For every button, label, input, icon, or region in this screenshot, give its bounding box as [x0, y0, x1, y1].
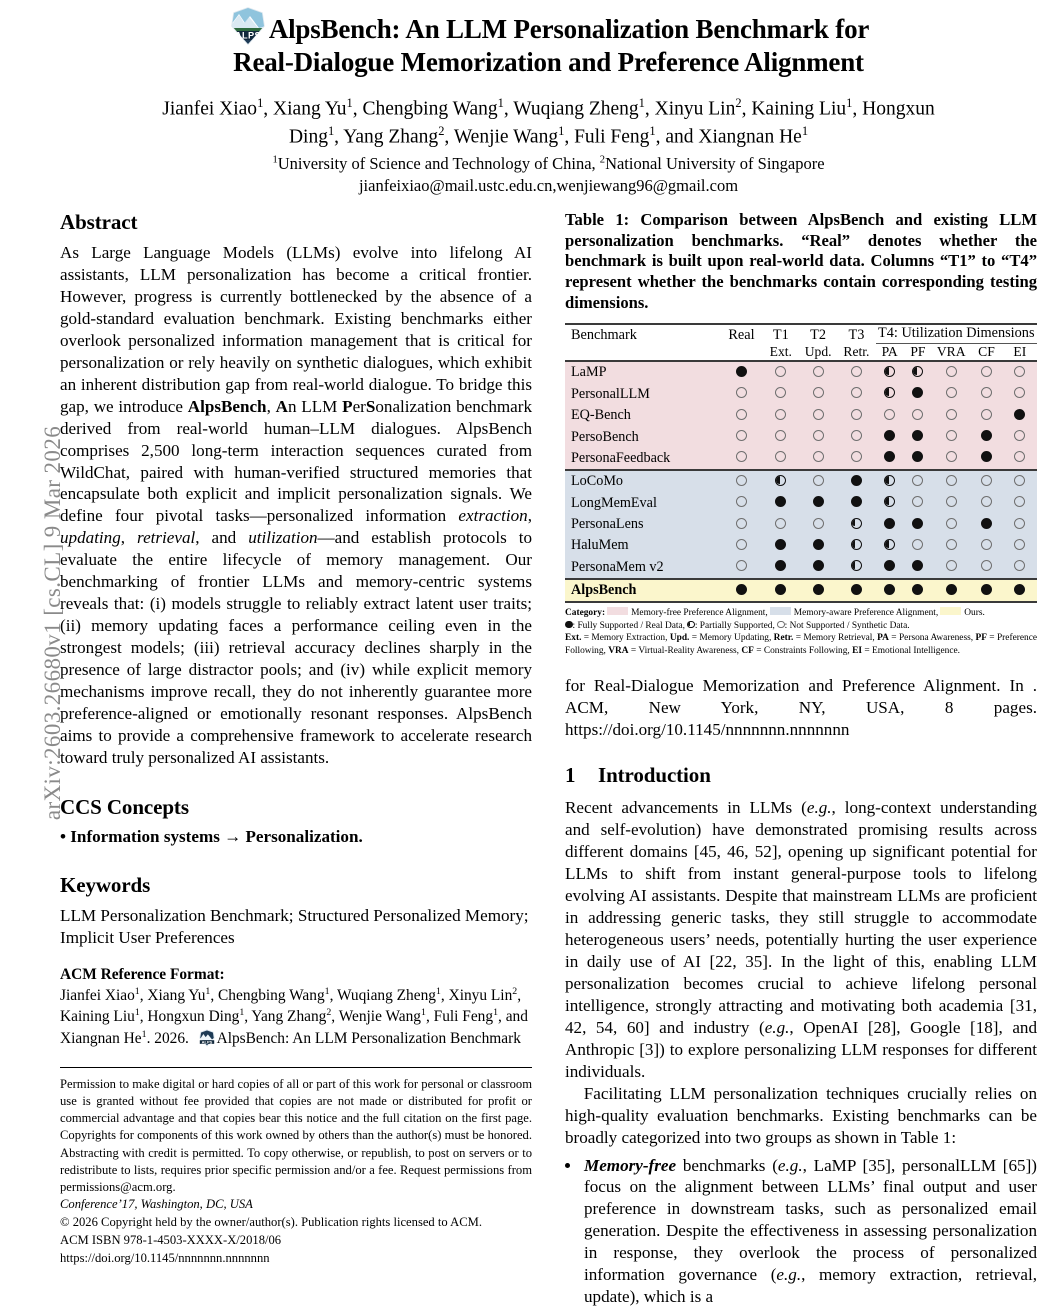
full-circle-icon — [912, 387, 923, 398]
support-cell — [876, 361, 904, 383]
support-cell — [876, 535, 904, 556]
full-circle-icon — [884, 451, 895, 462]
empty-circle-icon — [946, 560, 957, 571]
empty-circle-icon — [981, 366, 992, 377]
left-column — [60, 210, 532, 1268]
support-cell — [932, 426, 970, 447]
author-line-1: Jianfei Xiao$^1$, Xiang Yu$^1$, Chengbing Wang$^1$, Wuqiang Zheng$^1$, Xinyu Lin$^2$, Kaining Liu$^1$, Hongxun — [162, 95, 935, 120]
table-row — [565, 557, 1037, 579]
empty-circle-icon — [946, 451, 957, 462]
table-note-abbrev: Ext. = Memory Extraction, Upd. = Memory Updating, Retr. = Memory Retrieval, PA = Persona Awareness, PF = Preference Following, VRA = Virtual-Reality Awareness, CF = Constraints Following, EI = Emotional Intelligence. — [565, 633, 1037, 656]
acm-reference-heading: ACM Reference Format: — [60, 965, 225, 983]
support-cell — [904, 557, 932, 579]
support-cell — [799, 579, 837, 602]
support-cell — [876, 493, 904, 514]
full-circle-icon — [912, 451, 923, 462]
list-item: • Memory-free benchmarks (e.g., LaMP [35], personalLLM [65]) focus on the alignment between LLMs’ final output and user preference in downstream tasks, such as personalized email generation. Despite the effectiveness in assessing personalization in response, they overlook the process of personalized information governance (e.g., memory extraction, retrieval, update), which is a — [582, 1155, 1037, 1308]
support-cell — [876, 405, 904, 426]
support-cell — [1003, 514, 1037, 535]
support-cell — [799, 514, 837, 535]
support-cell — [1003, 405, 1037, 426]
comparison-table — [565, 323, 1037, 603]
support-cell — [763, 493, 799, 514]
support-cell — [799, 535, 837, 556]
support-cell — [837, 493, 875, 514]
support-cell — [932, 493, 970, 514]
empty-circle-icon — [851, 451, 862, 462]
support-cell — [1003, 361, 1037, 383]
empty-circle-icon — [736, 451, 747, 462]
support-cell — [904, 426, 932, 447]
support-cell — [970, 557, 1002, 579]
support-cell — [876, 579, 904, 602]
full-circle-icon — [775, 584, 786, 595]
intro-paragraph-2: Facilitating LLM personalization techniques crucially relies on high-quality evaluation benchmarks. Existing benchmarks can be broadly categorized into two groups as shown in Table 1: — [565, 1083, 1037, 1147]
support-cell — [837, 361, 875, 383]
support-cell — [720, 426, 762, 447]
empty-circle-icon — [1014, 539, 1025, 550]
full-circle-icon — [1014, 409, 1025, 420]
full-circle-icon — [912, 518, 923, 529]
support-cell — [1003, 470, 1037, 492]
benchmark-name: PersonaMem v2 — [565, 557, 720, 579]
support-cell — [837, 579, 875, 602]
support-cell — [876, 470, 904, 492]
support-cell — [876, 426, 904, 447]
empty-circle-icon — [946, 366, 957, 377]
permission-text: Permission to make digital or hard copies of all or part of this work for personal or classroom use is granted without fee provided that copies are not made or distributed for profit or commercial advantage and that copies bear this notice and the full citation on the first page. Copyrights for components of this work owned by others than the author(s) must be honored. Abstracting with credit is permitted. To copy otherwise, or republish, to post on servers or to redistribute to lists, requires prior specific permission and/or a fee. Request permissions from permissions@acm.org. — [60, 1076, 532, 1195]
copyright-line: © 2026 Copyright held by the owner/author(s). Publication rights licensed to ACM. — [60, 1215, 482, 1230]
table-row — [565, 470, 1037, 492]
benchmark-name: PersonalLLM — [565, 384, 720, 405]
col-upd: Upd. — [804, 344, 832, 360]
support-cell — [904, 470, 932, 492]
support-cell — [970, 493, 1002, 514]
empty-circle-icon — [736, 409, 747, 420]
keywords-heading: Keywords — [60, 872, 151, 897]
author-list — [90, 95, 1007, 151]
full-circle-icon — [981, 518, 992, 529]
col-t4-group: T4: Utilization Dimensions — [876, 324, 1037, 344]
abstract-heading: Abstract — [60, 210, 138, 234]
empty-circle-icon — [851, 409, 862, 420]
full-circle-icon — [775, 496, 786, 507]
benchmark-name: PersoBench — [565, 426, 720, 447]
support-cell — [970, 535, 1002, 556]
full-circle-icon — [813, 539, 824, 550]
empty-circle-icon — [946, 539, 957, 550]
empty-circle-icon — [912, 409, 923, 420]
col-real: Real — [720, 324, 762, 344]
empty-circle-icon — [851, 387, 862, 398]
table-row — [565, 493, 1037, 514]
abstract-text: As Large Language Models (LLMs) evolve into lifelong AI assistants, LLM personalization has become a critical frontier. However, progress is currently bottlenecked by the absence of a gold-standard evaluation benchmark. Existing benchmarks either overlook personalized information management that is critical for personalization or rely heavily on synthetic dialogues, which exhibit an inherent distribution gap from real-world dialogue. To bridge this gap, we introduce AlpsBench, An LLM PerSonalization benchmark derived from real-world human–LLM dialogues. AlpsBench comprises 2,500 long-term interaction sequences curated from WildChat, paired with human-verified structured memories that encapsulate both explicit and implicit personalization signals. We define four pivotal tasks—personalized information extraction, updating, retrieval, and utilization—and establish protocols to evaluate the entire lifecycle of memory management. Our benchmarking of frontier LLMs and memory-centric systems reveals that: (i) models struggle to reliably extract latent user traits; (ii) memory updating faces a performance ceiling even in the strongest models; (iii) retrieval accuracy declines sharply in the presence of large distractor pools; and (iv) while explicit memory mechanisms improve recall, they do not inherently guarantee more preference-aligned or emotionally resonant responses. AlpsBench aims to provide a comprehensive framework to accelerate research toward truly personalized AI assistants. — [60, 243, 532, 767]
support-cell — [932, 579, 970, 602]
half-circle-icon — [884, 366, 895, 377]
empty-circle-icon — [1014, 387, 1025, 398]
support-cell — [799, 470, 837, 492]
empty-circle-icon — [946, 496, 957, 507]
support-cell — [904, 384, 932, 405]
empty-circle-icon — [736, 475, 747, 486]
support-cell — [1003, 579, 1037, 602]
support-cell — [876, 514, 904, 535]
table-row — [565, 405, 1037, 426]
support-cell — [1003, 384, 1037, 405]
empty-circle-icon — [1014, 451, 1025, 462]
empty-circle-icon — [912, 475, 923, 486]
support-cell — [837, 448, 875, 470]
support-cell — [904, 579, 932, 602]
full-circle-icon — [884, 518, 895, 529]
benchmark-name: HaluMem — [565, 535, 720, 556]
table-row — [565, 448, 1037, 470]
conference-line: Conference’17, Washington, DC, USA — [60, 1197, 253, 1212]
full-circle-icon — [813, 560, 824, 571]
intro-paragraph-1: Recent advancements in LLMs (e.g., long-context understanding and self-evolution) have demonstrated promising results across different domains [45, 46, 52], opening up significant potential for LLMs to shift from instant general-purpose tools to lifelong evolving AI assistants. Despite that mainstream LLMs are proficient in addressing generic tasks, they still struggle to accommodate heterogeneous users’ needs, potentially hurting the user experience in daily use of AI [22, 35]. In the light of this, enabling LLM personalization becomes crucial to achieve lifelong personal intelligence, strongly attracting and motivating both academia [31, 42, 54, 60] and industry (e.g., OpenAI [28], Google [18], and Anthropic [3]) to explore personalizing LLM responses for different individuals. — [565, 798, 1037, 1081]
empty-circle-icon — [981, 387, 992, 398]
alps-logo-icon — [228, 6, 268, 46]
support-cell — [720, 579, 762, 602]
support-cell — [1003, 426, 1037, 447]
full-circle-icon — [981, 430, 992, 441]
support-cell — [970, 448, 1002, 470]
support-cell — [720, 384, 762, 405]
affiliation-line: $^1$University of Science and Technology of China, $^2$National University of Singapore — [272, 154, 825, 174]
col-cf: CF — [978, 344, 995, 360]
title-block — [90, 0, 1007, 196]
table-row — [565, 426, 1037, 447]
col-pf: PF — [910, 344, 926, 360]
table-note-category: Category: Memory-free Preference Alignment, Memory-aware Preference Alignment, Ours. — [565, 608, 985, 619]
col-retr: Retr. — [843, 344, 870, 360]
full-circle-icon — [851, 475, 862, 486]
support-cell — [904, 448, 932, 470]
support-cell — [932, 361, 970, 383]
support-cell — [799, 405, 837, 426]
svg-text:ALPS: ALPS — [234, 30, 261, 41]
support-cell — [970, 579, 1002, 602]
empty-circle-icon — [981, 539, 992, 550]
support-cell — [763, 384, 799, 405]
empty-circle-icon — [736, 430, 747, 441]
support-cell — [932, 557, 970, 579]
full-circle-icon — [884, 584, 895, 595]
support-cell — [720, 470, 762, 492]
full-circle-icon — [912, 584, 923, 595]
support-cell — [970, 361, 1002, 383]
empty-circle-icon — [736, 539, 747, 550]
doi-line: https://doi.org/10.1145/nnnnnnn.nnnnnnn — [60, 1250, 270, 1265]
empty-circle-icon — [775, 430, 786, 441]
support-cell — [904, 514, 932, 535]
half-circle-icon — [851, 518, 862, 529]
full-circle-icon — [736, 366, 747, 377]
ccs-heading: CCS Concepts — [60, 794, 189, 819]
full-circle-icon — [813, 496, 824, 507]
support-cell — [763, 514, 799, 535]
author-line-2: Ding$^1$, Yang Zhang$^2$, Wenjie Wang$^1$, Fuli Feng$^1$, and Xiangnan He$^1$ — [288, 124, 809, 148]
section-1-heading — [565, 763, 1037, 788]
support-cell — [837, 535, 875, 556]
empty-circle-icon — [813, 518, 824, 529]
col-t3: T3 — [837, 324, 875, 344]
support-cell — [799, 384, 837, 405]
empty-circle-icon — [736, 560, 747, 571]
support-cell — [1003, 493, 1037, 514]
table-row — [565, 361, 1037, 383]
support-cell — [720, 448, 762, 470]
empty-circle-icon — [736, 496, 747, 507]
support-cell — [876, 557, 904, 579]
empty-circle-icon — [736, 518, 747, 529]
support-cell — [904, 405, 932, 426]
half-circle-icon — [884, 496, 895, 507]
section-title: Introduction — [598, 763, 711, 788]
support-cell — [720, 405, 762, 426]
col-vra: VRA — [936, 344, 966, 360]
empty-circle-icon — [851, 430, 862, 441]
table-row — [565, 535, 1037, 556]
empty-circle-icon — [813, 409, 824, 420]
benchmark-name: LaMP — [565, 361, 720, 383]
support-cell — [932, 405, 970, 426]
swatch-memory-free — [607, 607, 628, 615]
support-cell — [876, 448, 904, 470]
empty-circle-icon — [946, 409, 957, 420]
keywords-text: LLM Personalization Benchmark; Structured Personalized Memory; Implicit User Preferences — [60, 905, 529, 947]
isbn-line: ACM ISBN 978-1-4503-XXXX-X/2018/06 — [60, 1233, 282, 1248]
support-cell — [932, 514, 970, 535]
arxiv-stamp: arXiv:2603.26680v1 [cs.CL] 9 Mar 2026 — [40, 425, 65, 821]
full-circle-icon — [851, 584, 862, 595]
full-circle-icon — [851, 496, 862, 507]
two-column-body — [60, 210, 1037, 1307]
page-title — [90, 6, 1007, 79]
support-cell — [1003, 448, 1037, 470]
support-cell — [932, 535, 970, 556]
support-cell — [799, 493, 837, 514]
support-cell — [763, 426, 799, 447]
full-circle-icon — [736, 584, 747, 595]
swatch-ours — [940, 607, 961, 615]
empty-circle-icon — [884, 409, 895, 420]
col-ext: Ext. — [769, 344, 792, 360]
col-benchmark: Benchmark — [565, 324, 720, 344]
full-circle-icon — [884, 430, 895, 441]
support-cell — [763, 361, 799, 383]
empty-circle-icon — [813, 387, 824, 398]
full-circle-icon — [1014, 584, 1025, 595]
support-cell — [932, 470, 970, 492]
table-body — [565, 361, 1037, 602]
swatch-memory-aware — [770, 607, 791, 615]
empty-circle-icon — [775, 451, 786, 462]
support-cell — [904, 493, 932, 514]
benchmark-name: AlpsBench — [565, 579, 720, 602]
table-header-row-1 — [565, 324, 1037, 344]
full-circle-icon — [775, 539, 786, 550]
support-cell — [763, 470, 799, 492]
support-cell — [970, 514, 1002, 535]
support-cell — [904, 361, 932, 383]
support-cell — [720, 535, 762, 556]
title-line-2: Real-Dialogue Memorization and Preference Alignment — [233, 47, 864, 77]
col-pa: PA — [881, 344, 898, 360]
empty-circle-icon — [912, 539, 923, 550]
support-cell — [837, 405, 875, 426]
empty-circle-icon — [981, 496, 992, 507]
support-cell — [799, 448, 837, 470]
benchmark-name: LongMemEval — [565, 493, 720, 514]
empty-circle-icon — [1014, 518, 1025, 529]
table-row — [565, 579, 1037, 602]
empty-circle-icon — [946, 475, 957, 486]
email-line: jianfeixiao@mail.ustc.edu.cn,wenjiewang96@gmail.com — [358, 176, 739, 196]
empty-circle-icon — [775, 366, 786, 377]
empty-circle-icon — [1014, 430, 1025, 441]
support-cell — [837, 514, 875, 535]
empty-circle-icon — [912, 496, 923, 507]
empty-circle-icon — [813, 451, 824, 462]
support-cell — [1003, 557, 1037, 579]
support-cell — [720, 493, 762, 514]
empty-circle-icon — [946, 387, 957, 398]
empty-circle-icon — [981, 475, 992, 486]
reference-continuation: for Real-Dialogue Memorization and Preference Alignment. In . ACM, New York, NY, USA, 8 pages. https://doi.org/10.1145/nnnnnnn.nnnnnnn — [565, 676, 1037, 740]
support-cell — [720, 361, 762, 383]
support-cell — [763, 535, 799, 556]
benchmark-name: EQ-Bench — [565, 405, 720, 426]
full-circle-icon — [775, 560, 786, 571]
empty-circle-icon — [813, 430, 824, 441]
acm-reference-body: Jianfei Xiao$^1$, Xiang Yu$^1$, Chengbing Wang$^1$, Wuqiang Zheng$^1$, Xinyu Lin$^2$, Kaining Liu$^1$, Hongxun Ding$^1$, Yang Zhang$^2$, Wenjie Wang$^1$, Fuli Feng$^1$, and Xiangnan He$^1$. 2026. ALPS AlpsBench: An LLM Personalization Benchmark — [60, 985, 532, 1054]
full-circle-icon — [912, 560, 923, 571]
empty-circle-icon — [813, 475, 824, 486]
legend-none-icon — [777, 621, 785, 629]
support-cell — [763, 448, 799, 470]
empty-circle-icon — [1014, 496, 1025, 507]
benchmark-name: PersonaLens — [565, 514, 720, 535]
right-column — [565, 210, 1037, 1308]
full-circle-icon — [912, 430, 923, 441]
empty-circle-icon — [775, 409, 786, 420]
support-cell — [837, 384, 875, 405]
full-circle-icon — [884, 560, 895, 571]
table-notes — [565, 607, 1037, 657]
col-ei: EI — [1013, 344, 1027, 360]
table-caption: Table 1: Comparison between AlpsBench and existing LLM personalization benchmarks. “Real” denotes whether the benchmark is built upon real-world data. Columns “T1” to “T4” represent whether the benchmarks contain corresponding testing dimensions. — [565, 210, 1037, 312]
support-cell — [932, 448, 970, 470]
half-circle-icon — [884, 539, 895, 550]
full-circle-icon — [981, 451, 992, 462]
support-cell — [799, 361, 837, 383]
title-line-1: AlpsBench: An LLM Personalization Benchmark for — [268, 14, 870, 44]
support-cell — [837, 470, 875, 492]
paper-page — [60, 0, 1037, 1307]
section-number: 1 — [565, 763, 576, 788]
table-header-row-2 — [565, 344, 1037, 362]
support-cell — [720, 514, 762, 535]
benchmark-name: PersonaFeedback — [565, 448, 720, 470]
support-cell — [799, 426, 837, 447]
empty-circle-icon — [1014, 560, 1025, 571]
support-cell — [876, 384, 904, 405]
legend-full-icon — [565, 621, 573, 629]
table-row — [565, 384, 1037, 405]
empty-circle-icon — [946, 518, 957, 529]
empty-circle-icon — [946, 430, 957, 441]
half-circle-icon — [851, 560, 862, 571]
intro-bullet-list — [565, 1155, 1037, 1308]
empty-circle-icon — [851, 366, 862, 377]
table-row — [565, 514, 1037, 535]
full-circle-icon — [946, 584, 957, 595]
full-circle-icon — [813, 584, 824, 595]
col-t1: T1 — [763, 324, 799, 344]
support-cell — [763, 579, 799, 602]
ccs-text: • Information systems → Personalization. — [60, 826, 363, 846]
table-note-legend: : Fully Supported / Real Data, : Partially Supported, : Not Supported / Synthetic Data. — [565, 620, 1037, 633]
benchmark-name: LoCoMo — [565, 470, 720, 492]
empty-circle-icon — [813, 366, 824, 377]
permission-divider — [60, 1067, 532, 1068]
support-cell — [799, 557, 837, 579]
empty-circle-icon — [981, 560, 992, 571]
legend-half-icon — [687, 621, 695, 629]
support-cell — [970, 426, 1002, 447]
empty-circle-icon — [981, 409, 992, 420]
support-cell — [837, 426, 875, 447]
support-cell — [720, 557, 762, 579]
support-cell — [763, 405, 799, 426]
support-cell — [932, 384, 970, 405]
support-cell — [970, 470, 1002, 492]
empty-circle-icon — [1014, 475, 1025, 486]
empty-circle-icon — [775, 387, 786, 398]
support-cell — [763, 557, 799, 579]
empty-circle-icon — [736, 387, 747, 398]
empty-circle-icon — [775, 518, 786, 529]
col-t2: T2 — [799, 324, 837, 344]
support-cell — [970, 405, 1002, 426]
empty-circle-icon — [1014, 366, 1025, 377]
half-circle-icon — [775, 475, 786, 486]
half-circle-icon — [884, 475, 895, 486]
svg-text:ALPS: ALPS — [201, 1039, 212, 1045]
support-cell — [970, 384, 1002, 405]
support-cell — [1003, 535, 1037, 556]
support-cell — [837, 557, 875, 579]
alps-logo-icon-small — [198, 1034, 216, 1051]
support-cell — [904, 535, 932, 556]
half-circle-icon — [912, 366, 923, 377]
ccs-bullet: • — [60, 826, 66, 846]
half-circle-icon — [884, 387, 895, 398]
full-circle-icon — [981, 584, 992, 595]
half-circle-icon — [851, 539, 862, 550]
